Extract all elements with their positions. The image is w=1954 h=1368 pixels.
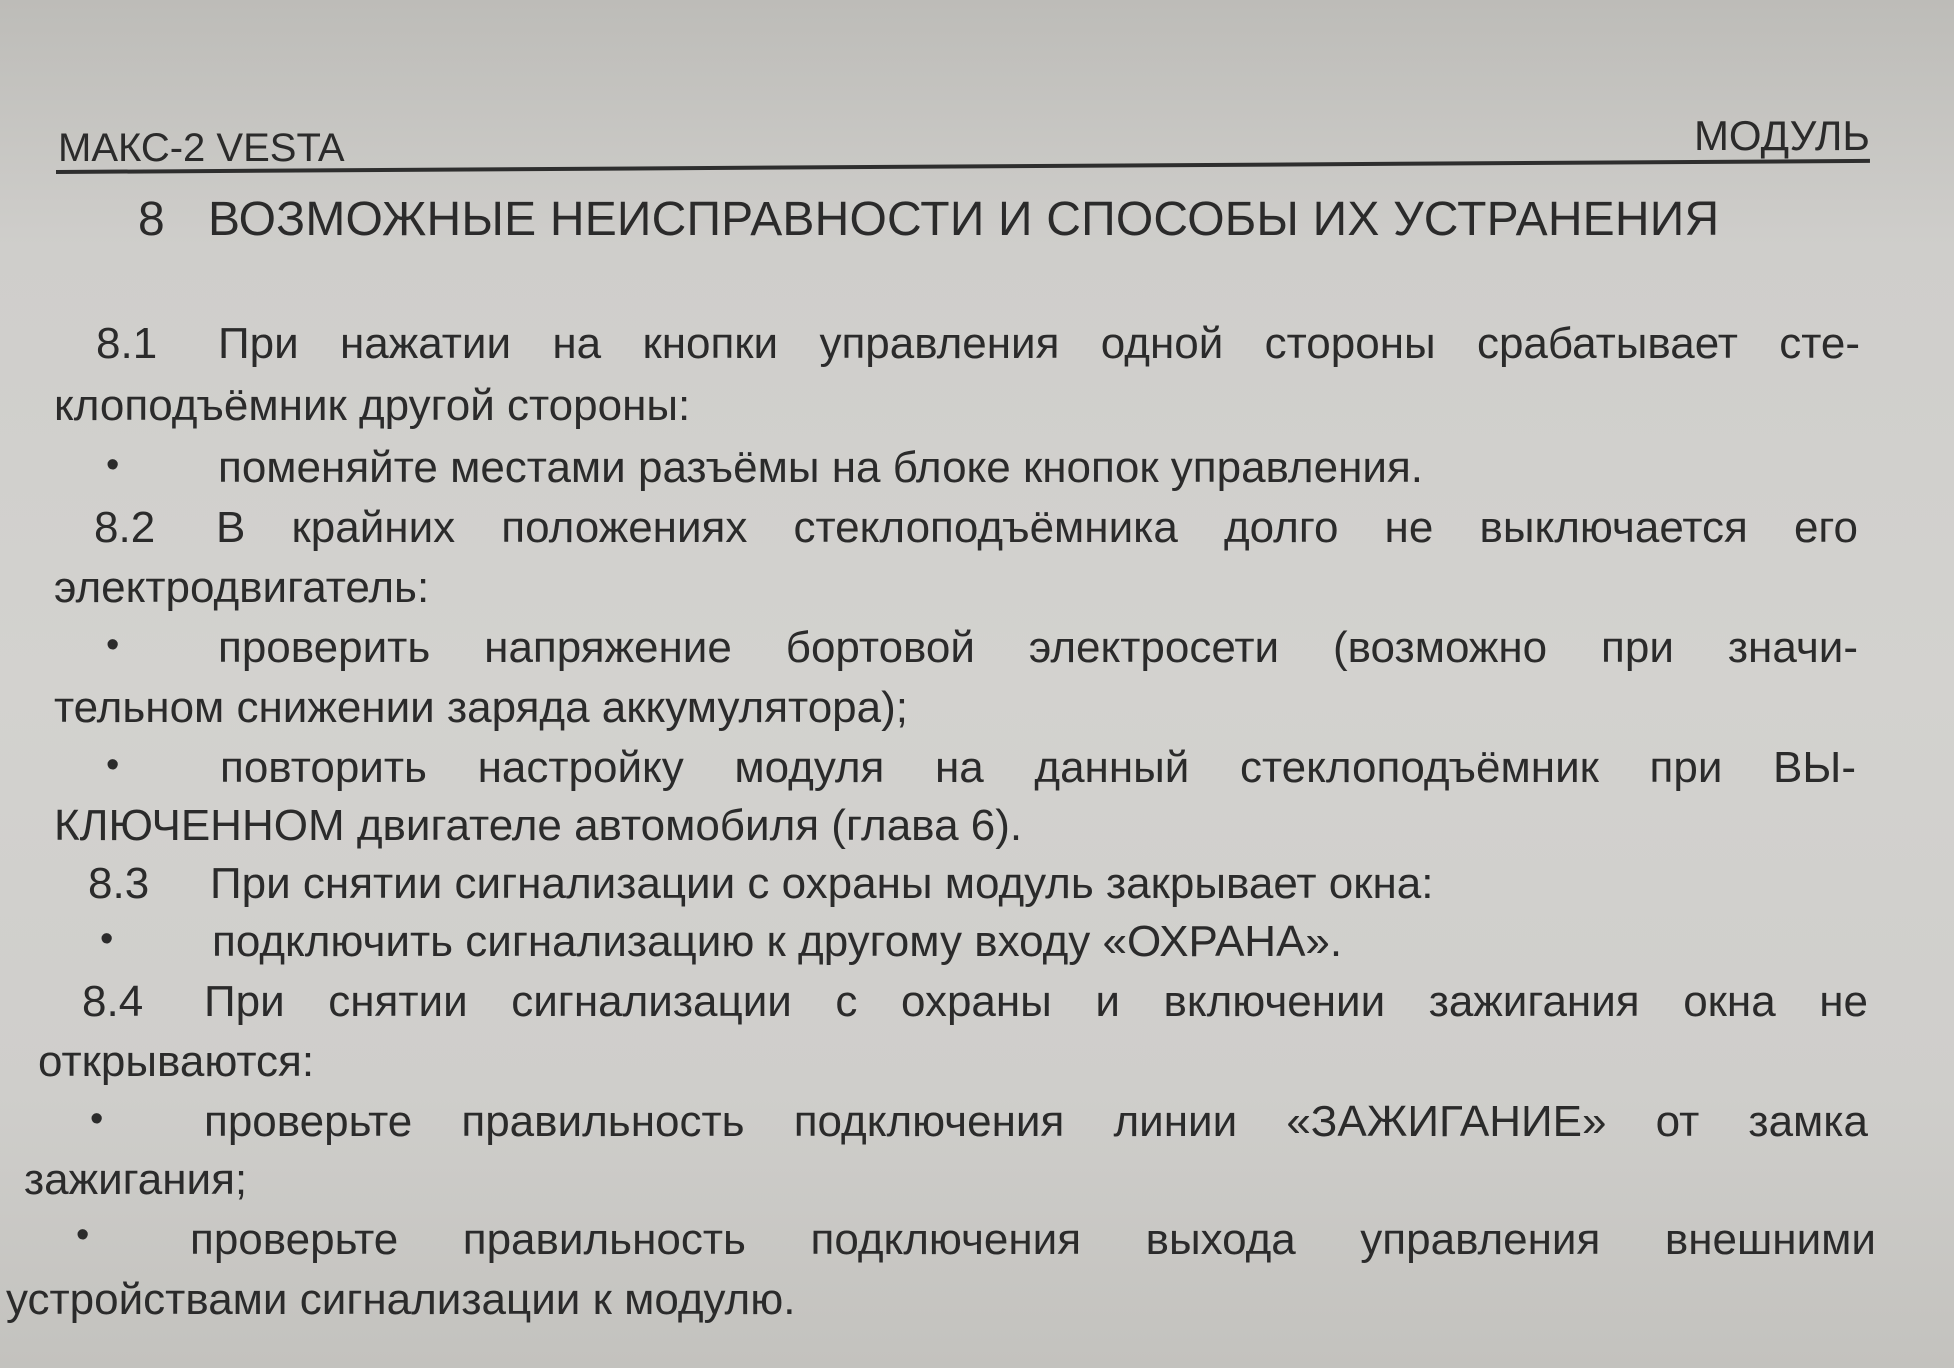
item-number: 8.2 [94, 503, 156, 552]
item-line: 8.4 При снятии сигнализации с охраны и включении зажигания окна не [82, 977, 1868, 1026]
bullet-line: зажигания; [24, 1155, 248, 1204]
bullet-line: повторить настройку модуля на данный стеклоподъёмник при ВЫ- [220, 743, 1856, 792]
item-line: 8.1 При нажатии на кнопки управления одной стороны срабатывает сте- [96, 319, 1860, 368]
bullet-line: подключить сигнализацию к другому входу «ОХРАНА». [212, 917, 1343, 966]
item-number: 8.4 [82, 977, 144, 1026]
bullet-icon: • [76, 1214, 90, 1256]
header-product-name: МАКС-2 VESTA [58, 126, 345, 170]
section-heading [138, 192, 1719, 247]
bullet-icon: • [100, 918, 114, 960]
bullet-line: проверьте правильность подключения линии «ЗАЖИГАНИЕ» от замка [204, 1097, 1868, 1146]
section-title: ВОЗМОЖНЫЕ НЕИСПРАВНОСТИ И СПОСОБЫ ИХ УСТРАНЕНИЯ [208, 193, 1720, 246]
item-line: открываются: [38, 1037, 315, 1086]
bullet-line: устройствами сигнализации к модулю. [6, 1275, 796, 1324]
item-number: 8.1 [96, 319, 158, 368]
bullet-line: проверить напряжение бортовой электросети (возможно при значи- [218, 623, 1858, 672]
section-number: 8 [138, 193, 165, 246]
header-section-name: МОДУЛЬ [1693, 112, 1870, 159]
item-number: 8.3 [88, 859, 150, 908]
bullet-line: тельном снижении заряда аккумулятора); [54, 683, 908, 732]
item-line: клоподъёмник другой стороны: [54, 381, 691, 430]
bullet-line: проверьте правильность подключения выхода управления внешними [190, 1215, 1876, 1264]
item-line: 8.3 При снятии сигнализации с охраны модуль закрывает окна: [88, 859, 1434, 908]
bullet-icon: • [90, 1098, 104, 1140]
bullet-line: КЛЮЧЕННОМ двигателе автомобиля (глава 6). [54, 801, 1023, 850]
bullet-icon: • [106, 624, 120, 666]
item-line: 8.2 В крайних положениях стеклоподъёмника долго не выключается его [94, 503, 1858, 552]
bullet-icon: • [106, 444, 120, 486]
item-line: электродвигатель: [54, 563, 430, 612]
bullet-line: поменяйте местами разъёмы на блоке кнопок управления. [218, 443, 1423, 492]
bullet-icon: • [106, 744, 120, 786]
